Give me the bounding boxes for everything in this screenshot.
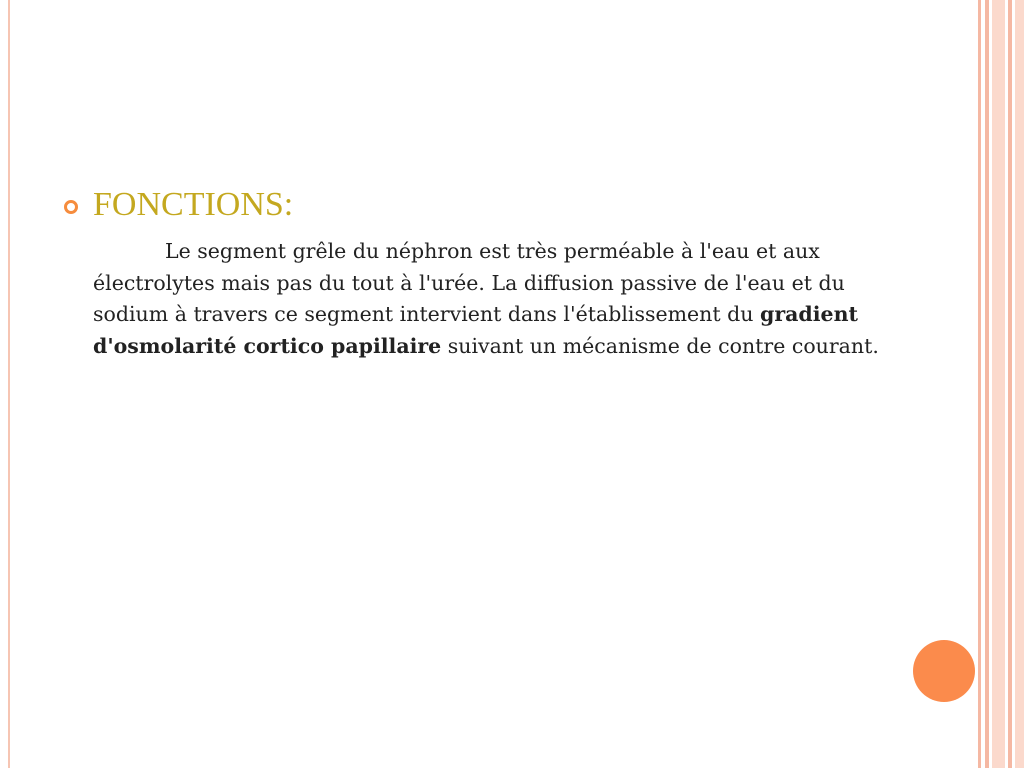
right-stripe xyxy=(985,0,989,768)
body-paragraph xyxy=(93,236,883,362)
right-stripe xyxy=(1015,0,1024,768)
ring-bullet-icon xyxy=(64,200,78,214)
decorative-orange-circle xyxy=(913,640,975,702)
slide-heading: FONCTIONS: xyxy=(93,186,294,223)
right-stripe xyxy=(1008,0,1012,768)
right-stripe xyxy=(978,0,981,768)
right-stripe xyxy=(992,0,1005,768)
paragraph-text-end: suivant un mécanisme de contre courant. xyxy=(441,333,879,358)
paragraph-text-start: Le segment grêle du néphron est très perméable à l'eau et aux électrolytes mais pas du tout à l'urée. La diffusion passive de l'eau et du sodium à travers ce segment intervient dans l'établissement du xyxy=(93,239,845,326)
left-border-line xyxy=(8,0,10,768)
paragraph-emphasis: gradient d'osmolarité cortico papillaire xyxy=(93,302,858,358)
